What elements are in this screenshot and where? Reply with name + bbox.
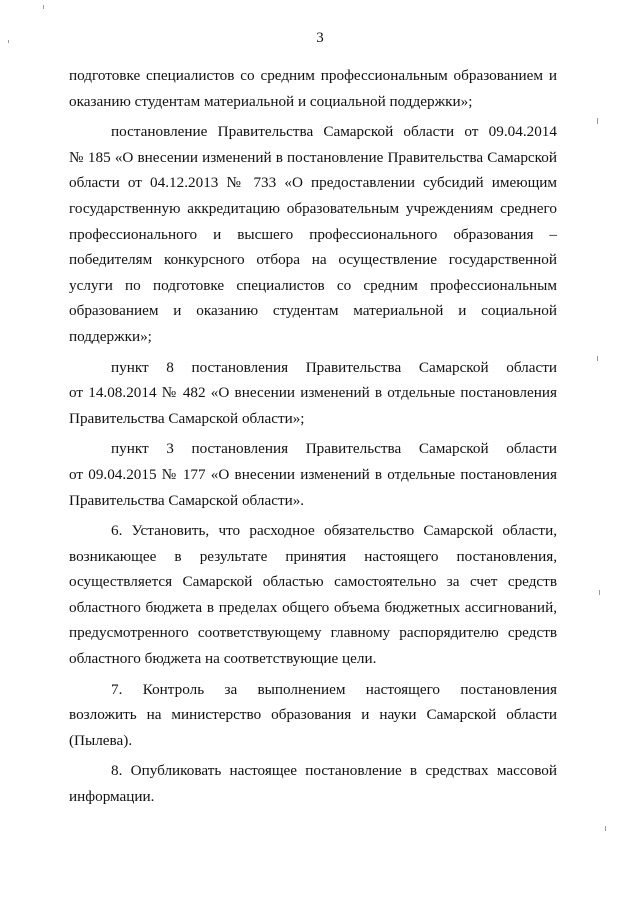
paragraph-1: [69, 63, 557, 114]
text-line: (Пылева).: [69, 731, 133, 749]
text-line: поддержки»;: [69, 327, 152, 345]
text-line: от 09.04.2015 № 177 «О внесении изменений в отдельные постановления: [69, 465, 557, 483]
text-line: областного бюджета в пределах общего объема бюджетных ассигнований,: [69, 598, 557, 616]
scan-mark: [599, 590, 600, 595]
paragraph-3: [69, 355, 557, 432]
text-line: профессионального и высшего профессионального образования –: [69, 225, 557, 243]
paragraph-item-6: [69, 518, 557, 672]
paragraph-item-7: [69, 677, 557, 754]
scan-mark: [43, 5, 44, 9]
text-line: 8. Опубликовать настоящее постановление в средствах массовой: [111, 762, 557, 780]
scan-mark: [597, 118, 598, 124]
paragraph-item-8: [69, 758, 557, 809]
text-line: № 185 «О внесении изменений в постановление Правительства Самарской: [69, 148, 557, 166]
text-line: постановление Правительства Самарской области от 09.04.2014: [111, 123, 557, 141]
text-line: предусмотренного соответствующему главному распорядителю средств: [69, 624, 557, 642]
text-line: возложить на министерство образования и науки Самарской области: [69, 706, 557, 724]
text-line: пункт 3 постановления Правительства Самарской области: [111, 440, 557, 458]
text-line: подготовке специалистов со средним профессиональным образованием и: [69, 67, 557, 84]
scan-mark: [597, 356, 598, 361]
text-line: осуществляется Самарской областью самостоятельно за счет средств: [69, 573, 557, 591]
scan-mark: [8, 40, 9, 43]
document-body: [69, 63, 557, 810]
text-line: Правительства Самарской области»;: [69, 409, 305, 427]
text-line: услуги по подготовке специалистов со средним профессиональным: [69, 276, 557, 294]
text-line: государственную аккредитацию образовательным учреждениям среднего: [69, 199, 557, 217]
text-line: 6. Установить, что расходное обязательство Самарской области,: [111, 522, 557, 540]
text-line: образованием и оказанию студентам материальной и социальной: [69, 302, 557, 320]
text-line: области от 04.12.2013 № 733 «О предоставлении субсидий имеющим: [69, 174, 557, 192]
text-line: оказанию студентам материальной и социальной поддержки»;: [69, 92, 473, 110]
text-line: победителям конкурсного отбора на осуществление государственной: [69, 251, 557, 269]
paragraph-4: [69, 436, 557, 513]
text-line: возникающее в результате принятия настоящего постановления,: [69, 547, 557, 565]
paragraph-2: [69, 119, 557, 349]
scan-mark: [605, 826, 606, 831]
text-line: областного бюджета на соответствующие цели.: [69, 650, 377, 668]
text-line: информации.: [69, 788, 155, 806]
text-line: от 14.08.2014 № 482 «О внесении изменений в отдельные постановления: [69, 384, 557, 402]
text-line: пункт 8 постановления Правительства Самарской области: [111, 358, 557, 376]
text-line: 7. Контроль за выполнением настоящего постановления: [111, 680, 557, 698]
text-line: Правительства Самарской области».: [69, 491, 305, 509]
page-number: 3: [316, 30, 324, 46]
